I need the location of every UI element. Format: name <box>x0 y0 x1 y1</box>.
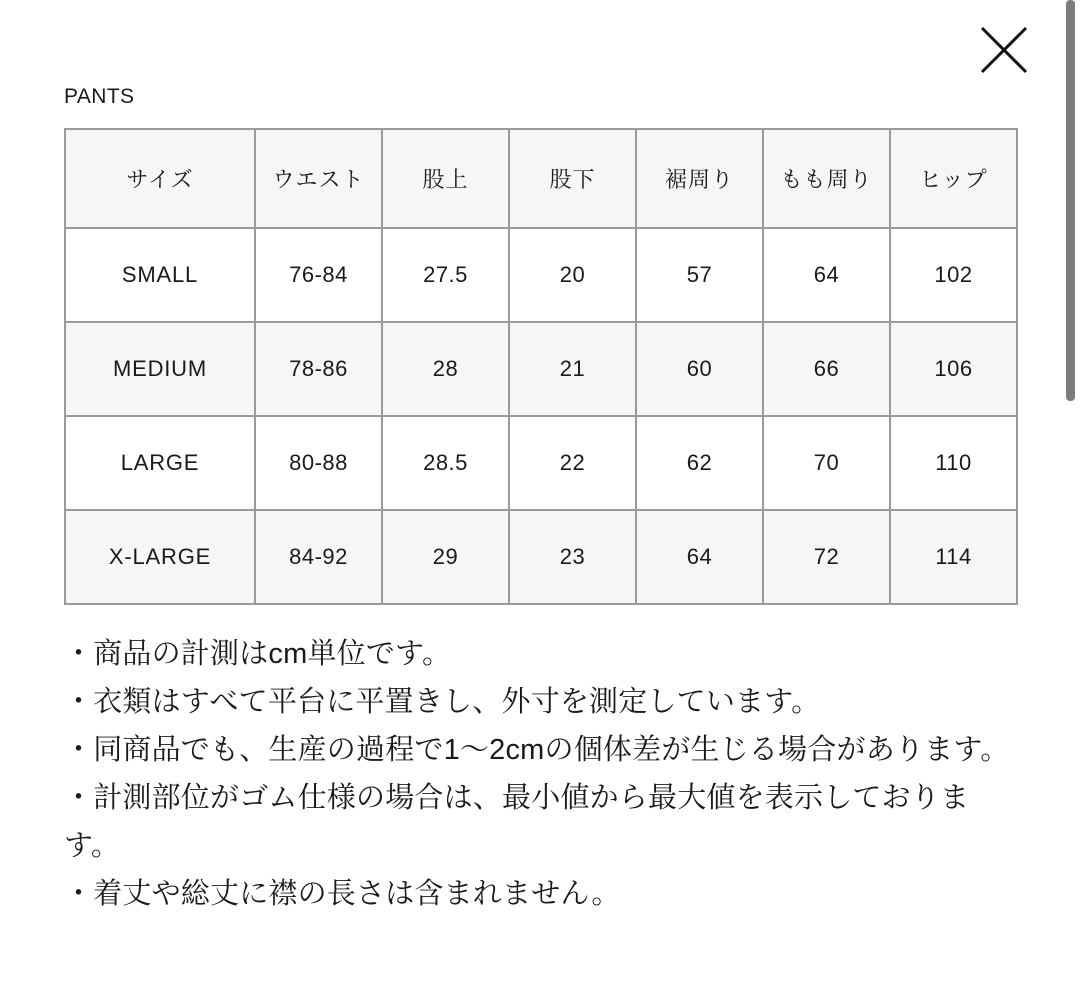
modal-content <box>64 0 1016 918</box>
cell-rise: 29 <box>382 510 509 604</box>
cell-waist: 80-88 <box>255 416 382 510</box>
cell-size: MEDIUM <box>65 322 255 416</box>
size-table-body <box>65 228 1017 604</box>
cell-rise: 28.5 <box>382 416 509 510</box>
cell-waist: 76-84 <box>255 228 382 322</box>
cell-inseam: 21 <box>509 322 636 416</box>
cell-inseam: 20 <box>509 228 636 322</box>
measurement-notes <box>64 630 1016 918</box>
table-row <box>65 228 1017 322</box>
table-row <box>65 510 1017 604</box>
cell-thigh: 64 <box>763 228 890 322</box>
cell-hip: 110 <box>890 416 1017 510</box>
cell-rise: 28 <box>382 322 509 416</box>
cell-waist: 78-86 <box>255 322 382 416</box>
column-header-rise: 股上 <box>382 129 509 228</box>
note-line: ・計測部位がゴム仕様の場合は、最小値から最大値を表示しております。 <box>64 782 970 863</box>
column-header-waist: ウエスト <box>255 129 382 228</box>
size-table-header <box>65 129 1017 228</box>
column-header-hip: ヒップ <box>890 129 1017 228</box>
cell-thigh: 70 <box>763 416 890 510</box>
cell-inseam: 23 <box>509 510 636 604</box>
cell-thigh: 72 <box>763 510 890 604</box>
cell-size: LARGE <box>65 416 255 510</box>
cell-hem: 62 <box>636 416 763 510</box>
cell-rise: 27.5 <box>382 228 509 322</box>
size-table-container <box>64 128 1016 605</box>
note-line: ・着丈や総丈に襟の長さは含まれません。 <box>64 878 621 911</box>
note-line: ・衣類はすべて平台に平置きし、外寸を測定しています。 <box>64 686 821 719</box>
scrollbar[interactable] <box>1060 0 1080 999</box>
size-table <box>64 128 1018 605</box>
cell-inseam: 22 <box>509 416 636 510</box>
note-line: ・商品の計測はcm単位です。 <box>64 638 452 671</box>
table-row <box>65 322 1017 416</box>
cell-size: X-LARGE <box>65 510 255 604</box>
scrollbar-thumb[interactable] <box>1066 0 1075 401</box>
column-header-thigh: もも周り <box>763 129 890 228</box>
cell-hip: 102 <box>890 228 1017 322</box>
cell-hip: 106 <box>890 322 1017 416</box>
column-header-size: サイズ <box>65 129 255 228</box>
cell-size: SMALL <box>65 228 255 322</box>
table-header-row <box>65 129 1017 228</box>
note-line: ・同商品でも、生産の過程で1〜2cmの個体差が生じる場合があります。 <box>64 734 1010 767</box>
cell-hem: 57 <box>636 228 763 322</box>
table-row <box>65 416 1017 510</box>
cell-waist: 84-92 <box>255 510 382 604</box>
cell-hip: 114 <box>890 510 1017 604</box>
cell-hem: 64 <box>636 510 763 604</box>
page-title: PANTS <box>64 85 135 108</box>
cell-thigh: 66 <box>763 322 890 416</box>
cell-hem: 60 <box>636 322 763 416</box>
column-header-inseam: 股下 <box>509 129 636 228</box>
column-header-hem: 裾周り <box>636 129 763 228</box>
